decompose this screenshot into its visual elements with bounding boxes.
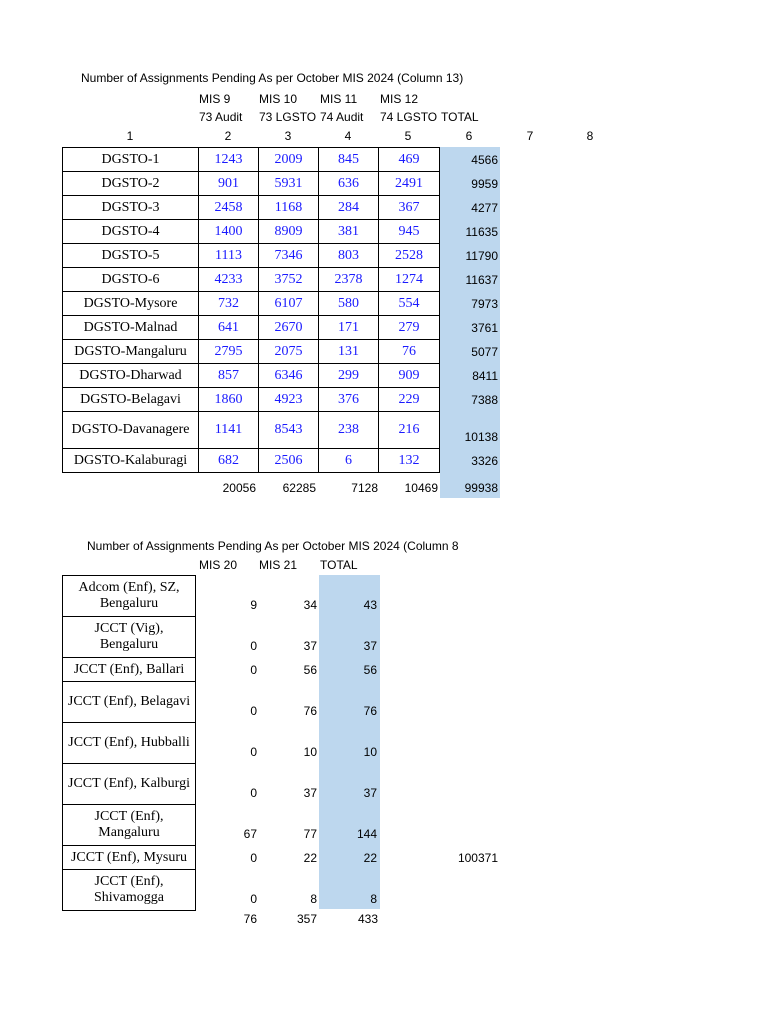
office-name: DGSTO-2 [63,172,199,196]
total-mis21: 357 [296,912,317,926]
table-row [63,148,440,172]
row-total: 56 [363,663,377,677]
col-number-5: 5 [404,129,412,143]
mis11-value: 376 [319,388,379,412]
mis21-value: 22 [303,851,317,865]
mis20-value: 0 [250,639,257,653]
mis20-value: 0 [250,851,257,865]
mis12-value: 554 [379,292,440,316]
office-name: JCCT (Enf), Ballari [63,658,196,682]
table-row [63,658,196,682]
office-name: DGSTO-1 [63,148,199,172]
row-total: 22 [363,851,377,865]
mis9-value: 732 [199,292,259,316]
mis11-value: 803 [319,244,379,268]
type-header-2: 73 LGSTO [259,110,317,124]
type-header-4: 74 LGSTO [380,110,438,124]
office-name: DGSTO-3 [63,196,199,220]
mis9-value: 1860 [199,388,259,412]
row-total: 76 [363,704,377,718]
mis12-value: 279 [379,316,440,340]
mis21-value: 37 [303,786,317,800]
office-name: JCCT (Vig), Bengaluru [63,617,196,658]
mis11-value: 171 [319,316,379,340]
table-row [63,846,196,870]
mis20-value: 67 [243,827,257,841]
row-total: 11790 [465,249,498,263]
office-name: DGSTO-Malnad [63,316,199,340]
mis9-value: 2795 [199,340,259,364]
mis11-value: 636 [319,172,379,196]
table-row [63,449,440,473]
mis20-value: 9 [250,598,257,612]
row-total: 37 [363,786,377,800]
mis21-value: 10 [303,745,317,759]
mis21-value: 76 [303,704,317,718]
mis21-value: 56 [303,663,317,677]
mis21-value: 34 [303,598,317,612]
office-name: JCCT (Enf), Mangaluru [63,805,196,846]
office-name: DGSTO-Davanagere [63,412,199,449]
mis12-value: 909 [379,364,440,388]
row-total: 5077 [471,345,498,359]
row-total: 10138 [464,430,498,444]
mis12-value: 76 [379,340,440,364]
mis20-value: 0 [250,663,257,677]
table-row [63,388,440,412]
office-name: DGSTO-Mysore [63,292,199,316]
type-header-3: 74 Audit [320,110,364,124]
mis9-value: 2458 [199,196,259,220]
mis21-value: 8 [310,892,317,906]
row-total: 37 [363,639,377,653]
row-total: 4566 [471,153,498,167]
mis10-value: 6346 [259,364,319,388]
office-name: DGSTO-5 [63,244,199,268]
row-total: 8 [370,892,377,906]
table-row [63,268,440,292]
row-total: 10 [363,745,377,759]
mis10-value: 2670 [259,316,319,340]
col-number-7: 7 [526,129,534,143]
total-mis9: 20056 [222,481,256,495]
table-row [63,723,196,764]
mis9-value: 641 [199,316,259,340]
table-row [63,764,196,805]
mis12-value: 367 [379,196,440,220]
mis9-value: 682 [199,449,259,473]
col-number-4: 4 [344,129,352,143]
mis9-value: 857 [199,364,259,388]
mis21-value: 77 [303,827,317,841]
row-total: 8411 [472,369,498,383]
office-name: DGSTO-4 [63,220,199,244]
row-total: 4277 [471,201,498,215]
mis11-value: 131 [319,340,379,364]
total-mis20: 76 [243,912,257,926]
table-row [63,870,196,911]
mis20-value: 0 [250,892,257,906]
mis9-value: 1141 [199,412,259,449]
row-total: 3326 [471,454,498,468]
row-total: 11635 [465,225,498,239]
mis11-value: 238 [319,412,379,449]
row-total: 9959 [471,177,498,191]
mis20-value: 0 [250,786,257,800]
total-mis12: 10469 [404,481,438,495]
mis11-value: 6 [319,449,379,473]
mis10-value: 8543 [259,412,319,449]
mis12-value: 216 [379,412,440,449]
office-name: JCCT (Enf), Kalburgi [63,764,196,805]
row-total: 3761 [471,321,498,335]
office-name: JCCT (Enf), Mysuru [63,846,196,870]
mis9-value: 1243 [199,148,259,172]
table-row [63,576,196,617]
mis10-value: 4923 [259,388,319,412]
mis-header-3: MIS 11 [320,92,358,106]
table-row [63,682,196,723]
mis12-value: 469 [379,148,440,172]
mis10-value: 2009 [259,148,319,172]
row-total: 43 [363,598,377,612]
office-name: JCCT (Enf), Shivamogga [63,870,196,911]
col-number-2: 2 [224,129,232,143]
mis-header-4: MIS 12 [380,92,419,106]
office-name: DGSTO-Kalaburagi [63,449,199,473]
mis21-header: MIS 21 [259,558,298,572]
mis11-value: 845 [319,148,379,172]
office-name: DGSTO-Belagavi [63,388,199,412]
mis10-value: 5931 [259,172,319,196]
office-name: JCCT (Enf), Hubballi [63,723,196,764]
mis12-value: 945 [379,220,440,244]
mis12-value: 1274 [379,268,440,292]
mis11-value: 580 [319,292,379,316]
office-name: Adcom (Enf), SZ, Bengaluru [63,576,196,617]
table-row [63,617,196,658]
section2-title: Number of Assignments Pending As per October MIS 2024 (Column 8 [87,539,459,553]
mis10-value: 3752 [259,268,319,292]
table-row [63,364,440,388]
mis10-value: 2075 [259,340,319,364]
overall-grand-total: 100371 [457,851,498,865]
mis9-value: 1400 [199,220,259,244]
mis-header-2: MIS 10 [259,92,298,106]
mis12-value: 2528 [379,244,440,268]
office-name: DGSTO-6 [63,268,199,292]
office-name: DGSTO-Mangaluru [63,340,199,364]
mis10-value: 6107 [259,292,319,316]
office-name: DGSTO-Dharwad [63,364,199,388]
mis10-value: 8909 [259,220,319,244]
table-row [63,220,440,244]
total-mis11: 7128 [351,481,378,495]
table-row [63,292,440,316]
table-row [63,340,440,364]
col-number-3: 3 [284,129,292,143]
table-row [63,316,440,340]
col-number-8: 8 [586,129,594,143]
type-header-total: TOTAL [441,110,479,124]
mis12-value: 229 [379,388,440,412]
row-total: 144 [356,827,377,841]
mis9-value: 1113 [199,244,259,268]
office-name: JCCT (Enf), Belagavi [63,682,196,723]
mis12-value: 2491 [379,172,440,196]
mis9-value: 901 [199,172,259,196]
mis9-value: 4233 [199,268,259,292]
mis20-value: 0 [250,704,257,718]
mis10-value: 2506 [259,449,319,473]
mis-header-1: MIS 9 [199,92,231,106]
mis21-value: 37 [303,639,317,653]
grand-total-section2: 433 [357,912,378,926]
grand-total-section1: 99938 [464,481,498,495]
table-row [63,196,440,220]
col-number-1: 1 [126,129,134,143]
row-total: 11637 [465,273,498,287]
mis10-value: 1168 [259,196,319,220]
row-total: 7973 [471,297,498,311]
mis10-value: 7346 [259,244,319,268]
row-total: 7388 [471,393,498,407]
mis11-value: 381 [319,220,379,244]
table-row [63,805,196,846]
dgsto-table [62,147,440,473]
mis11-value: 2378 [319,268,379,292]
mis11-value: 299 [319,364,379,388]
mis12-value: 132 [379,449,440,473]
table-row [63,412,440,449]
section1-title: Number of Assignments Pending As per October MIS 2024 (Column 13) [81,71,464,85]
table-row [63,244,440,268]
col-number-6: 6 [465,129,473,143]
type-header-1: 73 Audit [199,110,243,124]
table-row [63,172,440,196]
mis20-value: 0 [250,745,257,759]
mis11-value: 284 [319,196,379,220]
jcct-table [62,575,196,911]
total-mis10: 62285 [282,481,316,495]
mis20-header: MIS 20 [199,558,238,572]
total-header: TOTAL [320,558,358,572]
